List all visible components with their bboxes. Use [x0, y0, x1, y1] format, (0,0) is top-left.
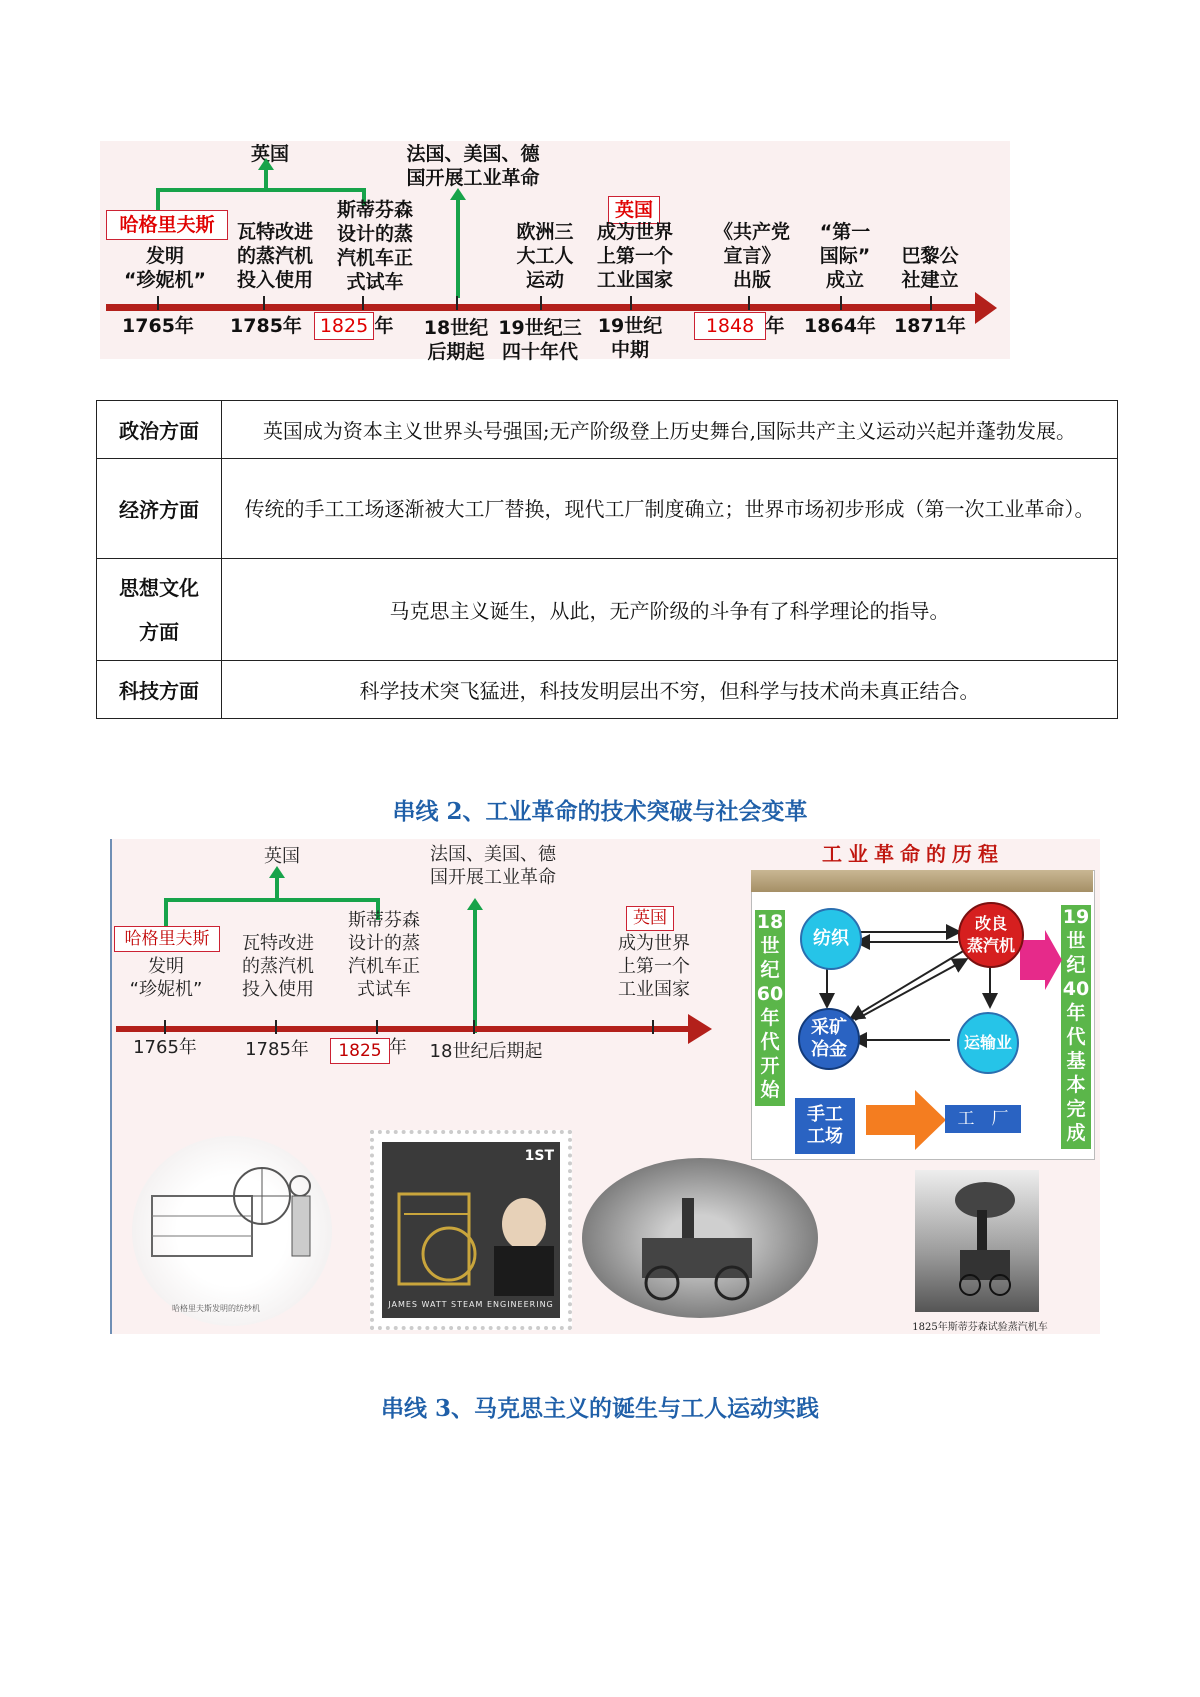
stamp-caption: JAMES WATT STEAM ENGINEERING [388, 1300, 554, 1309]
process-end-label: 19世纪40年代基本完成 [1061, 905, 1091, 1149]
year-1848-box: 1848 [694, 312, 766, 340]
locomotive-icon [582, 1158, 818, 1318]
timeline1-axis [106, 304, 991, 311]
year2-1825-box: 1825 [330, 1038, 390, 1064]
timeline1-arrowhead [975, 292, 997, 324]
tick-1785 [263, 296, 265, 310]
year2-1825-suffix: 年 [389, 1037, 407, 1058]
row-label: 政治方面 [97, 401, 222, 459]
tick2-1785 [275, 1020, 277, 1034]
steam-engine-node [958, 902, 1024, 968]
table-row [97, 459, 1118, 559]
watt-desc-2: 瓦特改进 的蒸汽机 投入使用 [242, 933, 314, 1000]
hargreaves-box-2: 哈格里夫斯 [114, 926, 220, 952]
tick-1871 [930, 296, 932, 310]
label-19c-mid: 19世纪 中期 [597, 315, 663, 361]
tick2-1765 [164, 1020, 166, 1034]
tick-19c-30s [540, 296, 542, 310]
green-bracket-top-2 [164, 898, 380, 902]
year-1785: 1785年 [230, 315, 302, 337]
green-bracket-left-2 [164, 898, 168, 928]
europe-labor-desc: 欧洲三 大工人 运动 [516, 221, 574, 291]
year-1825-suffix: 年 [374, 315, 394, 337]
label2-18c: 18世纪后期起 [429, 1041, 543, 1062]
timeline1-britain-top: 英国 [250, 143, 289, 165]
label-19c-30s: 19世纪三 四十年代 [498, 317, 582, 363]
stephenson-trial-caption: 1825年斯蒂芬森试验蒸汽机车 [912, 1322, 1048, 1333]
year2-1785: 1785年 [245, 1039, 309, 1060]
row-label: 科技方面 [97, 661, 222, 719]
spinning-jenny-caption: 哈格里夫斯发明的纺纱机 [172, 1304, 260, 1313]
green-arrow-other-2 [473, 908, 477, 1033]
watt-desc: 瓦特改进 的蒸汽机 投入使用 [236, 221, 313, 291]
row-value: 科学技术突飞猛进，科技发明层出不穷，但科学与技术尚未真正结合。 [222, 661, 1118, 719]
timeline2-other-countries: 法国、美国、德 国开展工业革命 [430, 844, 556, 888]
row-value: 传统的手工工场逐渐被大工厂替换，现代工厂制度确立；世界市场初步形成（第一次工业革命）。 [222, 459, 1118, 559]
workshop-box [795, 1098, 855, 1154]
row-value: 英国成为资本主义世界头号强国;无产阶级登上历史舞台,国际共产主义运动兴起并蓬勃发展。 [222, 401, 1118, 459]
tick2-1825 [376, 1020, 378, 1034]
tick-1848 [748, 296, 750, 310]
mining-label: 采矿 冶金 [811, 1017, 847, 1060]
tick-1765 [157, 296, 159, 310]
panel-left-border [110, 839, 112, 1334]
spinning-jenny-icon [132, 1136, 332, 1326]
britain-box: 英国 [608, 196, 660, 224]
timeline1-other-countries: 法国、美国、德 国开展工业革命 [406, 143, 540, 189]
britain-box-2: 英国 [626, 906, 674, 931]
tick2-18c [473, 1020, 475, 1034]
green-arrow-other [456, 198, 460, 298]
year-1848-suffix: 年 [765, 315, 785, 337]
britain-industrial-desc-2: 成为世界 上第一个 工业国家 [618, 933, 690, 1000]
green-arrowhead-britain-2 [269, 866, 285, 878]
hargreaves-box: 哈格里夫斯 [106, 210, 228, 240]
green-arrowhead-other [450, 188, 466, 200]
year-1871: 1871年 [894, 315, 966, 337]
process-header-bar [751, 870, 1093, 892]
process-start-label: 18世纪60年代开始 [755, 910, 785, 1106]
factory-box: 工 厂 [945, 1105, 1021, 1133]
mining-node [798, 1008, 860, 1070]
tick2-britain [652, 1020, 654, 1034]
process-title: 工业革命的历程 [822, 842, 1004, 866]
workshop-label: 手工 工场 [807, 1104, 843, 1147]
tick-1864 [840, 296, 842, 310]
row-value: 马克思主义诞生，从此，无产阶级的斗争有了科学理论的指导。 [222, 559, 1118, 661]
steam-smoke-icon [915, 1170, 1039, 1312]
row-label-text: 思想文化方面 [119, 575, 199, 644]
paris-commune-desc: 巴黎公 社建立 [901, 245, 959, 291]
first-international-desc: “第一 国际” 成立 [819, 221, 871, 291]
green-bracket-top [158, 188, 366, 192]
section-title-3: 串线 3、马克思主义的诞生与工人运动实践 [380, 1395, 819, 1422]
year2-1765: 1765年 [133, 1037, 197, 1058]
timeline2-arrowhead [688, 1014, 712, 1044]
hargreaves-desc: 发明 “珍妮机” [124, 245, 206, 291]
steam-engine-label: 改良 蒸汽机 [966, 914, 1015, 955]
table-row [97, 559, 1118, 661]
row-label: 经济方面 [97, 459, 222, 559]
transport-node: 运输业 [957, 1012, 1019, 1074]
table-row [97, 661, 1118, 719]
tick-19c-mid [630, 296, 632, 310]
watt-stamp-image [370, 1130, 572, 1330]
tick-1825 [362, 296, 364, 310]
tick-18c [456, 296, 458, 310]
green-bracket-left [156, 188, 160, 210]
year-1825-box: 1825 [314, 312, 374, 340]
britain-industrial-desc: 成为世界 上第一个 工业国家 [596, 221, 673, 291]
year-1765: 1765年 [122, 315, 194, 337]
textile-node: 纺织 [800, 908, 862, 970]
green-arrowhead-britain [258, 158, 274, 170]
spinning-jenny-image [132, 1136, 332, 1326]
year-1864: 1864年 [804, 315, 876, 337]
timeline2-axis [116, 1026, 691, 1032]
table-row [97, 401, 1118, 459]
manifesto-desc: 《共产党 宣言》 出版 [713, 221, 790, 291]
green-arrowhead-other-2 [467, 898, 483, 910]
early-locomotive-image [582, 1158, 818, 1318]
stephenson-trial-image [915, 1170, 1039, 1312]
stephenson-desc: 斯蒂芬森 设计的蒸 汽机车正 式试车 [336, 199, 413, 293]
row-label [97, 559, 222, 661]
section-title-2: 串线 2、工业革命的技术突破与社会变革 [392, 798, 808, 825]
stamp-denomination: 1ST [524, 1148, 554, 1164]
timeline2-britain-top: 英国 [264, 846, 300, 867]
stephenson-desc-2: 斯蒂芬森 设计的蒸 汽机车正 式试车 [348, 910, 420, 1000]
hargreaves-desc-2: 发明 “珍妮机” [129, 956, 203, 1000]
impact-table [96, 400, 1118, 719]
green-arrow-britain [264, 168, 268, 190]
label-18c: 18世纪 后期起 [423, 317, 489, 363]
